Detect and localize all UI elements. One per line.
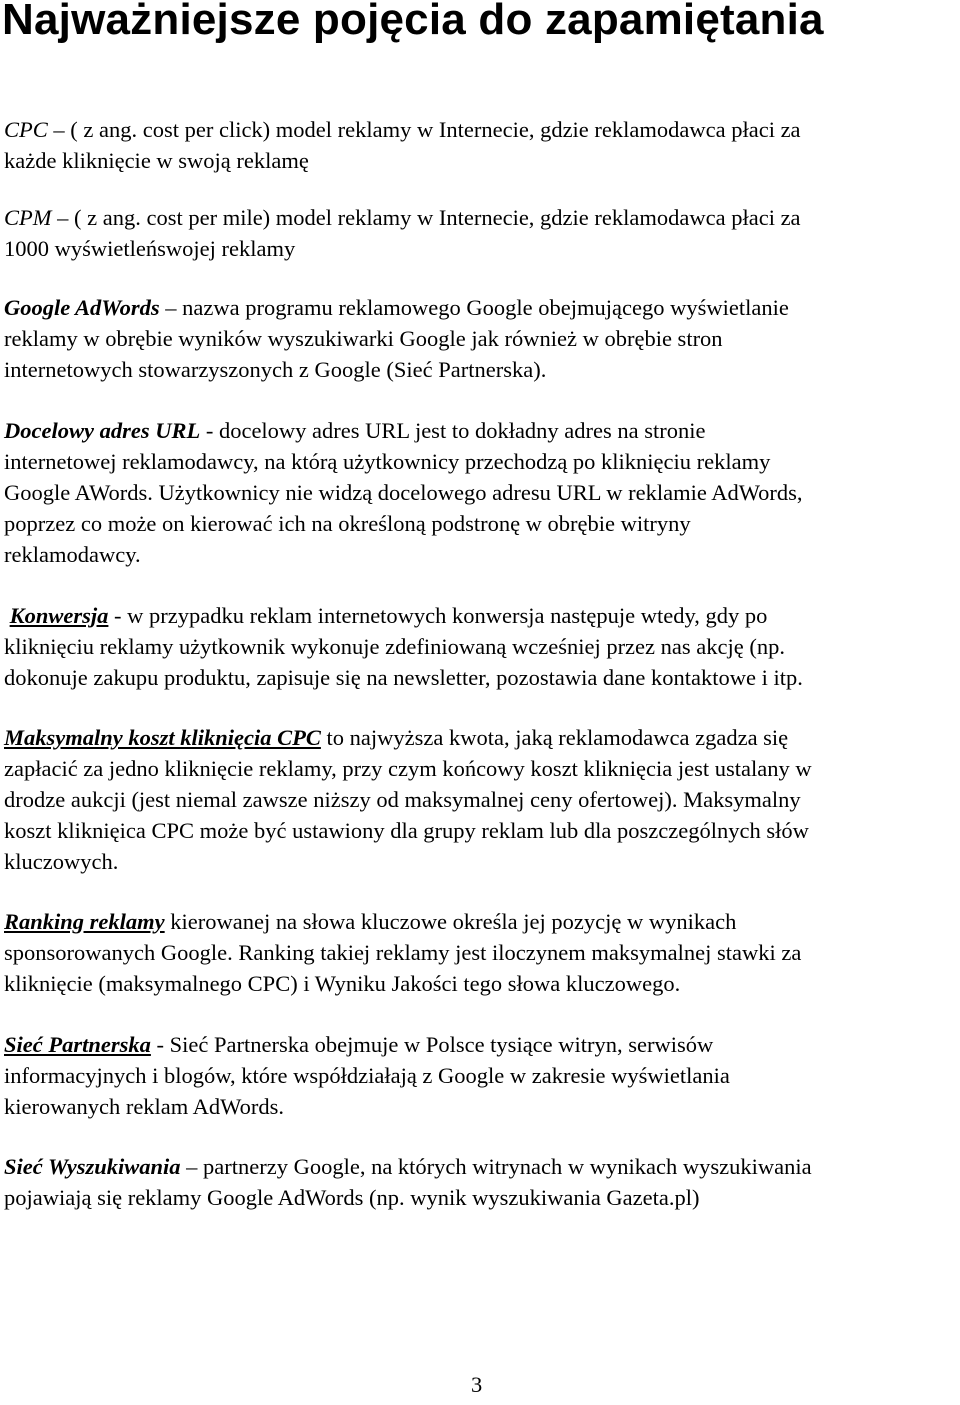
definition-line: kierowanych reklam AdWords. [4,1094,284,1119]
definition-google-adwords [4,292,960,385]
definition-line: dokonuje zakupu produktu, zapisuje się na newsletter, pozostawia dane kontaktowe i itp. [4,665,803,690]
definition-maksymalny-koszt [4,722,960,877]
term-maksymalny-koszt: Maksymalny koszt kliknięcia CPC [4,725,321,750]
definition-line: Docelowy adres URL - docelowy adres URL jest to dokładny adres na stronie [4,418,706,443]
definition-line: CPM – ( z ang. cost per mile) model reklamy w Internecie, gdzie reklamodawca płaci za [4,205,801,230]
definition-line: pojawiają się reklamy Google AdWords (np. wynik wyszukiwania Gazeta.pl) [4,1185,700,1210]
definition-line: koszt kliknięica CPC może być ustawiony dla grupy reklam lub dla poszczególnych słów [4,818,809,843]
page-title: Najważniejsze pojęcia do zapamiętania [2,0,824,44]
term-cpm: CPM [4,205,52,230]
term-cpc: CPC [4,117,48,142]
definition-line: internetowych stowarzyszonych z Google (Sieć Partnerska). [4,357,547,382]
term-google-adwords: Google AdWords [4,295,160,320]
definition-line: Ranking reklamy kierowanej na słowa kluczowe określa jej pozycję w wynikach [4,909,737,934]
definition-line: Sieć Wyszukiwania – partnerzy Google, na których witrynach w wynikach wyszukiwania [4,1154,812,1179]
term-siec-wyszukiwania: Sieć Wyszukiwania [4,1154,181,1179]
definition-siec-partnerska [4,1029,960,1122]
definition-ranking-reklamy [4,906,960,999]
definition-line: reklamy w obrębie wyników wyszukiwarki Google jak również w obrębie stron [4,326,723,351]
page-number: 3 [471,1372,483,1397]
definition-line: Maksymalny koszt kliknięcia CPC to najwyższa kwota, jaką reklamodawca zgadza się [4,725,789,750]
definition-line: kliknięcie (maksymalnego CPC) i Wyniku Jakości tego słowa kluczowego. [4,971,681,996]
definition-line: Konwersja - w przypadku reklam internetowych konwersja następuje wtedy, gdy po [9,603,768,628]
term-ranking-reklamy: Ranking reklamy [4,909,165,934]
definition-line: kliknięciu reklamy użytkownik wykonuje zdefiniowaną wcześniej przez nas akcję (np. [4,634,785,659]
definition-konwersja [4,600,960,693]
term-docelowy-adres-url: Docelowy adres URL [4,418,201,443]
definition-line: Sieć Partnerska - Sieć Partnerska obejmuje w Polsce tysiące witryn, serwisów [4,1032,714,1057]
definition-docelowy-adres-url [4,415,960,570]
definition-cpm [4,202,960,264]
definition-line: zapłacić za jedno kliknięcie reklamy, przy czym końcowy koszt kliknięcia jest ustalany w [4,756,812,781]
definition-line: sponsorowanych Google. Ranking takiej reklamy jest iloczynem maksymalnej stawki za [4,940,802,965]
definition-line: Google AWords. Użytkownicy nie widzą docelowego adresu URL w reklamie AdWords, [4,480,803,505]
definition-line: CPC – ( z ang. cost per click) model reklamy w Internecie, gdzie reklamodawca płaci za [4,117,801,142]
definition-line: drodze aukcji (jest niemal zawsze niższy od maksymalnej ceny ofertowej). Maksymalny [4,787,801,812]
definition-line: poprzez co może on kierować ich na określoną podstronę w obrębie witryny [4,511,691,536]
definition-line: informacyjnych i blogów, które współdziałają z Google w zakresie wyświetlania [4,1063,730,1088]
definition-line: każde kliknięcie w swoją reklamę [4,148,309,173]
definition-line: reklamodawcy. [4,542,141,567]
definition-line: 1000 wyświetleńswojej reklamy [4,236,296,261]
definition-line: internetowej reklamodawcy, na którą użytkownicy przechodzą po kliknięciu reklamy [4,449,771,474]
definition-cpc [4,114,960,176]
definition-siec-wyszukiwania [4,1151,960,1213]
definition-line: kluczowych. [4,849,119,874]
term-siec-partnerska: Sieć Partnerska [4,1032,151,1057]
definition-line: Google AdWords – nazwa programu reklamowego Google obejmującego wyświetlanie [4,295,789,320]
term-konwersja: Konwersja [9,603,109,628]
